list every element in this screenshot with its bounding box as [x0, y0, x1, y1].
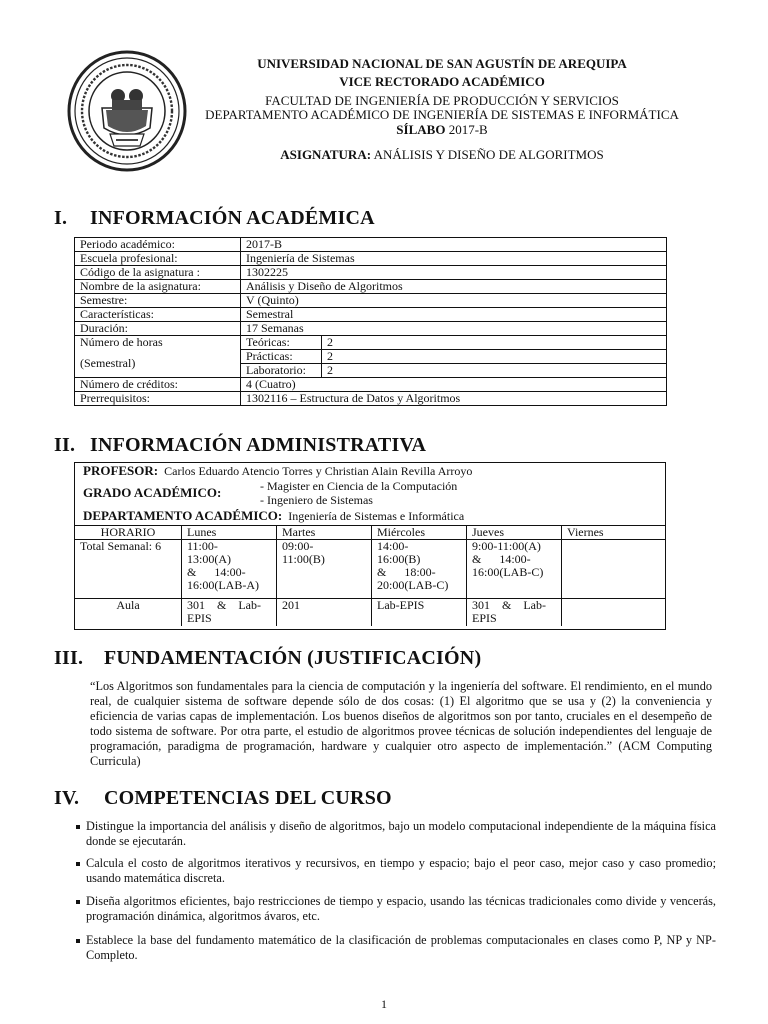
- grado-label-line: [83, 486, 221, 500]
- profesor-line: [83, 464, 472, 478]
- grado-label: GRADO ACADÉMICO:: [83, 485, 222, 500]
- table-cell: [372, 540, 467, 599]
- table-cell: Escuela profesional:: [75, 252, 241, 266]
- cell-line: & 18:00-: [377, 565, 436, 579]
- cell-line: EPIS: [472, 611, 497, 625]
- table-cell: [277, 540, 372, 599]
- silabo-label: SÍLABO: [396, 122, 446, 137]
- table-cell: [562, 599, 666, 627]
- bullet-icon: [76, 939, 80, 943]
- table-header: Viernes: [562, 526, 666, 540]
- table-row: [75, 266, 667, 280]
- departamento-label: DEPARTAMENTO ACADÉMICO:: [83, 508, 283, 523]
- table-cell: V (Quinto): [241, 294, 667, 308]
- profesor-label: PROFESOR:: [83, 463, 159, 478]
- cell-line: 16:00(B): [377, 552, 421, 566]
- section-heading-1: [54, 207, 375, 230]
- table-cell: Semestral: [241, 308, 667, 322]
- table-header: HORARIO: [75, 526, 182, 540]
- table-row: [75, 294, 667, 308]
- table-cell: Total Semanal: 6: [75, 540, 182, 599]
- table-header: Lunes: [182, 526, 277, 540]
- list-item: [76, 856, 716, 886]
- faculty-name: FACULTAD DE INGENIERÍA DE PRODUCCIÓN Y SERVICIOS: [265, 93, 619, 108]
- section-heading-3: [54, 647, 481, 670]
- table-cell: 2: [322, 364, 667, 378]
- cell-line: 13:00(A): [187, 552, 231, 566]
- cell-line: 20:00(LAB-C): [377, 578, 449, 592]
- cell-line: 11:00-: [187, 539, 218, 553]
- cell-line: 301 & Lab-: [187, 598, 261, 612]
- table-cell: Prerrequisitos:: [75, 392, 241, 406]
- table-header: Jueves: [467, 526, 562, 540]
- department-name: DEPARTAMENTO ACADÉMICO DE INGENIERÍA DE SISTEMAS E INFORMÁTICA: [205, 107, 679, 122]
- fundamentacion-paragraph: “Los Algoritmos son fundamentales para la ciencia de computación y la ingeniería del software. El rendimiento, en el mundo real, de cualquier sistema de software depende sólo de dos cosas: (1) El algoritmo que se usa y (2) la conveniencia y eficiencia de varias capas de implementación. Los buenos diseños de algoritmos son por tanto, cruciales en el desempeño de todo sistema de software. Por otra parte, el estudio de algoritmos provee técnicas de solución independientes del lenguaje de programación, paradigma de programación, hardware y cualquier otro aspecto de implementación.” (ACM Computing Curricula): [90, 679, 712, 768]
- cell-line: 14:00-: [377, 539, 409, 553]
- table-cell: Teóricas:: [241, 336, 322, 350]
- table-cell: Características:: [75, 308, 241, 322]
- table-cell: 2: [322, 336, 667, 350]
- departamento-value: Ingeniería de Sistemas e Informática: [288, 509, 465, 523]
- table-cell: [182, 540, 277, 599]
- table-row: [75, 540, 665, 599]
- cell-line: 11:00(B): [282, 552, 325, 566]
- cell-line: EPIS: [187, 611, 212, 625]
- table-cell: Prácticas:: [241, 350, 322, 364]
- table-header: Martes: [277, 526, 372, 540]
- table-header: Miércoles: [372, 526, 467, 540]
- list-item-text: Diseña algoritmos eficientes, bajo restricciones de tiempo y espacio, usando las técnicas tradicionales como divide y vencerás, programación dinámica, algoritmos ávaros, etc.: [86, 894, 716, 923]
- table-row: [75, 378, 667, 392]
- bullet-icon: [76, 825, 80, 829]
- page-number: 1: [381, 997, 387, 1011]
- university-name: UNIVERSIDAD NACIONAL DE SAN AGUSTÍN DE AREQUIPA: [257, 56, 627, 71]
- asignatura-value: ANÁLISIS Y DISEÑO DE ALGORITMOS: [373, 147, 604, 162]
- grado-item-1: - Magister en Ciencia de la Computación: [260, 479, 458, 493]
- cell-line: 09:00-: [282, 539, 314, 553]
- table-cell: 1302116 – Estructura de Datos y Algoritmos: [241, 392, 667, 406]
- silabo-line: [186, 121, 698, 138]
- table-cell: 1302225: [241, 266, 667, 280]
- table-cell: [182, 599, 277, 627]
- table-cell: Nombre de la asignatura:: [75, 280, 241, 294]
- table-cell: Aula: [75, 599, 182, 627]
- table-cell: Número de créditos:: [75, 378, 241, 392]
- table-cell: 4 (Cuatro): [241, 378, 667, 392]
- section-number: IV.: [54, 787, 80, 809]
- list-item-text: Calcula el costo de algoritmos iterativos y recursivos, en tiempo y espacio; bajo el peor caso, mejor caso y caso promedio; usando matemática discreta.: [86, 856, 716, 885]
- table-row: [75, 322, 667, 336]
- table-cell: Laboratorio:: [241, 364, 322, 378]
- section-title: COMPETENCIAS DEL CURSO: [104, 787, 392, 809]
- table-cell: 2017-B: [241, 238, 667, 252]
- cell-line: & 14:00-: [187, 565, 246, 579]
- table-row: [75, 308, 667, 322]
- table-cell: Lab-EPIS: [372, 599, 467, 627]
- list-item: [76, 894, 716, 924]
- asignatura-label: ASIGNATURA:: [280, 147, 372, 162]
- table-row: [75, 238, 667, 252]
- silabo-value: 2017-B: [448, 122, 488, 137]
- asignatura-line: [186, 146, 698, 163]
- section-title: INFORMACIÓN ACADÉMICA: [90, 207, 375, 229]
- cell-line: 16:00(LAB-C): [472, 565, 544, 579]
- table-cell: 2: [322, 350, 667, 364]
- departamento-line: [83, 509, 464, 523]
- table-cell: 17 Semanas: [241, 322, 667, 336]
- table-cell: Semestre:: [75, 294, 241, 308]
- table-cell: Ingeniería de Sistemas: [241, 252, 667, 266]
- academic-info-table: [74, 237, 667, 406]
- profesor-value: Carlos Eduardo Atencio Torres y Christian Alain Revilla Arroyo: [164, 464, 473, 478]
- table-cell: [467, 540, 562, 599]
- table-row: [75, 392, 667, 406]
- cell-line: 16:00(LAB-A): [187, 578, 259, 592]
- section-number: II.: [54, 434, 76, 456]
- bullet-icon: [76, 862, 80, 866]
- table-cell: [467, 599, 562, 627]
- table-row: [75, 252, 667, 266]
- admin-info-box: [74, 462, 666, 630]
- table-cell: Código de la asignatura :: [75, 266, 241, 280]
- section-heading-2: [54, 434, 426, 457]
- section-heading-4: [54, 787, 392, 810]
- grado-item-2: - Ingeniero de Sistemas: [260, 493, 373, 507]
- table-cell-hours-label: [75, 336, 241, 378]
- section-number: I.: [54, 207, 68, 229]
- table-row: [75, 599, 665, 627]
- hours-label-line2: (Semestral): [80, 356, 136, 370]
- list-item: [76, 819, 716, 849]
- table-cell: [562, 540, 666, 599]
- list-item-text: Establece la base del fundamento matemático de la clasificación de problemas computacionales en clases como P, NP y NP-Completo.: [86, 933, 716, 962]
- table-cell: Periodo académico:: [75, 238, 241, 252]
- table-row: [75, 336, 667, 350]
- list-item-text: Distingue la importancia del análisis y diseño de algoritmos, bajo un modelo computacional independiente de la máquina física donde se ejecutarán.: [86, 819, 716, 848]
- table-cell: Análisis y Diseño de Algoritmos: [241, 280, 667, 294]
- university-seal-logo: [66, 50, 188, 172]
- table-row: [75, 526, 665, 540]
- cell-line: 301 & Lab-: [472, 598, 546, 612]
- cell-line: & 14:00-: [472, 552, 531, 566]
- vice-rectorado: VICE RECTORADO ACADÉMICO: [339, 74, 545, 89]
- section-number: III.: [54, 647, 84, 669]
- schedule-table: [75, 525, 665, 626]
- hours-label-line1: Número de horas: [80, 335, 163, 349]
- cell-line: 9:00-11:00(A): [472, 539, 541, 553]
- list-item: [76, 933, 716, 963]
- table-cell: Duración:: [75, 322, 241, 336]
- table-cell: 201: [277, 599, 372, 627]
- section-title: INFORMACIÓN ADMINISTRATIVA: [90, 434, 427, 456]
- section-title: FUNDAMENTACIÓN (JUSTIFICACIÓN): [104, 647, 482, 669]
- table-row: [75, 280, 667, 294]
- bullet-icon: [76, 900, 80, 904]
